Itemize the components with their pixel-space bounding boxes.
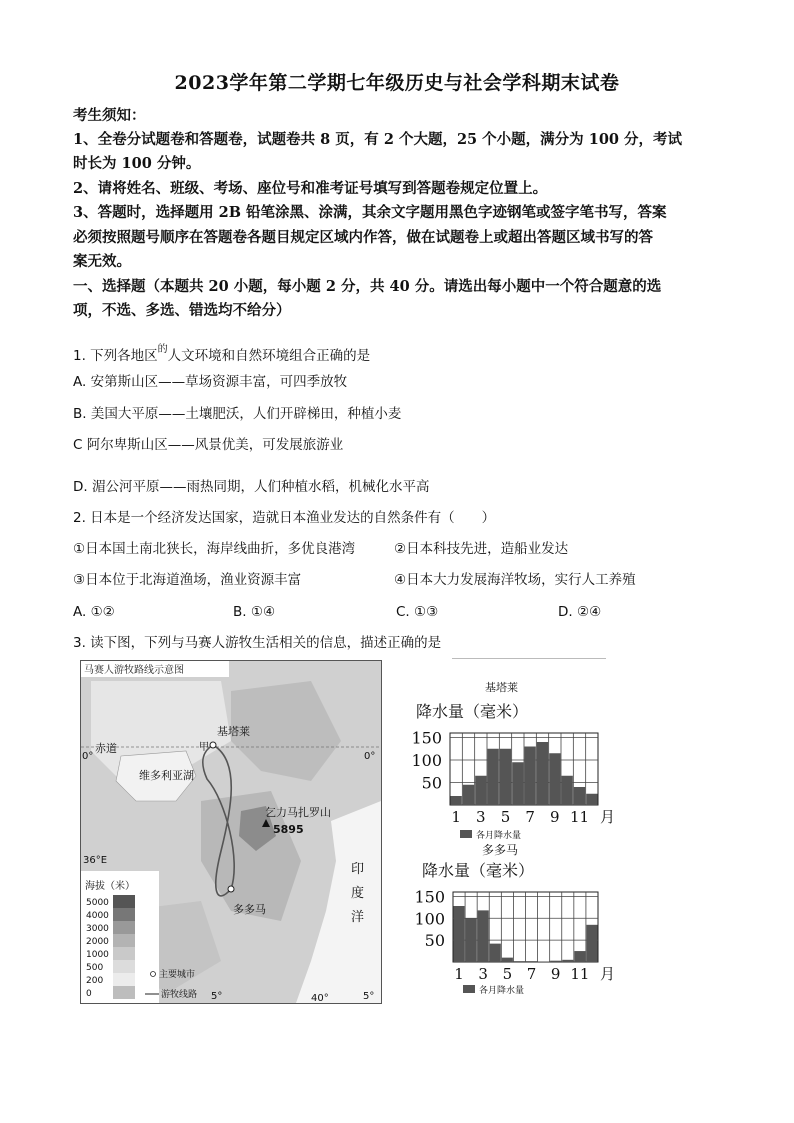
map-svg — [81, 661, 381, 1003]
notice-line: 时长为 100 分钟。 — [73, 155, 201, 172]
precip-bar-month-3 — [478, 910, 489, 962]
x-tick-label: 5 — [500, 808, 511, 826]
q1-stem-b: 人文环境和自然环境组合正确的是 — [167, 348, 371, 364]
y-tick-label: 50 — [424, 931, 445, 951]
x-tick-label: 9 — [550, 965, 561, 983]
label-kilimanjaro: 乞力马扎罗山 — [265, 806, 331, 819]
q2-choice-c: C. ①③ — [396, 604, 439, 620]
precip-bar-month-12 — [586, 925, 597, 962]
notice-line: 3、答题时，选择题用 2B 铅笔涂黑、涂满，其余文字题用黑色字迹钢笔或签字笔书写，答案 — [73, 204, 667, 221]
label-zero-right: 0° — [364, 751, 376, 762]
label-indian-ocean-3: 洋 — [351, 910, 365, 925]
q2-choice-d: D. ②④ — [558, 604, 602, 620]
precip-bar-month-5 — [500, 749, 511, 805]
notice-line: 2、请将姓名、班级、考场、座位号和准考证号填写到答题卷规定位置上。 — [73, 180, 548, 197]
legend-bar-icon — [460, 830, 472, 838]
kitale-chart-title: 基塔莱 — [485, 681, 518, 694]
precip-bar-month-7 — [526, 961, 537, 962]
legend-swatch-500 — [113, 960, 135, 973]
label-jia: 甲 — [199, 742, 209, 753]
section-heading: 项，不选、多选、错选均不给分） — [73, 302, 291, 319]
label-lon-40: 40° — [311, 993, 329, 1004]
label-indian-ocean-2: 度 — [351, 886, 365, 901]
kitale-climate-chart — [410, 675, 616, 845]
precip-bar-month-5 — [502, 958, 513, 962]
legend-level-2000: 2000 — [86, 937, 109, 947]
legend-level-0: 0 — [86, 989, 92, 999]
dodoma-chart-title: 多多马 — [482, 843, 519, 857]
legend-city-icon — [151, 972, 156, 977]
page-title: 2023学年第二学期七年级历史与社会学科期末试卷 — [174, 72, 620, 94]
precip-bar-month-7 — [525, 747, 536, 806]
masai-route-map — [80, 660, 382, 1004]
x-unit-label: 月 — [600, 808, 616, 826]
q2-choice-a: A. ①② — [73, 604, 115, 620]
legend-title: 海拔（米） — [85, 881, 135, 892]
dodoma-chart-svg — [410, 840, 616, 1005]
dodoma-city-marker — [228, 886, 234, 892]
y-tick-label: 100 — [414, 909, 445, 929]
label-lat-5-a: 5° — [211, 991, 223, 1002]
precip-bar-month-11 — [574, 787, 585, 805]
legend-route-label: 游牧线路 — [161, 990, 198, 1000]
label-peak-height: 5895 — [273, 823, 304, 836]
q2-item-1: ①日本国土南北狭长，海岸线曲折，多优良港湾 — [73, 541, 356, 557]
chart-top-rule — [452, 658, 606, 659]
q1-option-c: C 阿尔卑斯山区——风景优美，可发展旅游业 — [73, 437, 344, 453]
x-tick-label: 3 — [476, 808, 486, 826]
label-kitale: 基塔莱 — [217, 725, 250, 738]
legend-level-3000: 3000 — [86, 924, 109, 934]
kitale-chart-svg — [410, 675, 616, 845]
x-tick-label: 11 — [570, 965, 590, 983]
section-heading: 一、选择题（本题共 20 小题，每小题 2 分，共 40 分。请选出每小题中一个符合题意的选 — [73, 278, 662, 295]
legend-swatch-200 — [113, 973, 135, 986]
notice-heading: 考生须知： — [73, 107, 146, 124]
y-tick-label: 150 — [411, 728, 442, 748]
label-victoria: 维多利亚湖 — [139, 769, 194, 782]
question-1-stem — [73, 340, 370, 366]
precip-bar-month-1 — [451, 796, 462, 805]
legend-swatch-4000 — [113, 908, 135, 921]
q1-stem-a: 1. 下列各地区 — [73, 348, 158, 364]
legend-level-4000: 4000 — [86, 911, 109, 921]
x-unit-label: 月 — [600, 965, 616, 983]
q2-item-4: ④日本大力发展海洋牧场，实行人工养殖 — [394, 572, 636, 588]
label-equator: 赤道 — [95, 742, 117, 755]
legend-city-label: 主要城市 — [159, 970, 196, 980]
kitale-plot — [411, 729, 615, 842]
legend-label: 各月降水量 — [479, 986, 525, 996]
legend-level-500: 500 — [86, 963, 104, 973]
notice-line: 1、全卷分试题卷和答题卷，试题卷共 8 页，有 2 个大题，25 个小题，满分为 100 分，考试 — [73, 131, 683, 148]
legend-level-200: 200 — [86, 976, 104, 986]
y-tick-label: 100 — [411, 751, 442, 770]
precip-bar-month-6 — [514, 961, 525, 962]
map-title: 马赛人游牧路线示意图 — [84, 665, 184, 676]
precip-bar-month-4 — [490, 944, 501, 962]
x-tick-label: 9 — [550, 808, 560, 826]
x-tick-label: 1 — [451, 808, 461, 826]
precip-bar-month-3 — [475, 776, 486, 805]
precip-bar-month-10 — [562, 776, 573, 805]
legend-bar-icon — [463, 985, 475, 993]
y-tick-label: 150 — [414, 887, 445, 907]
label-indian-ocean-1: 印 — [351, 862, 365, 877]
question-2-stem: 2. 日本是一个经济发达国家，造就日本渔业发达的自然条件有（ ） — [73, 510, 496, 526]
legend-swatch-1000 — [113, 947, 135, 960]
precip-bar-month-6 — [512, 762, 523, 805]
legend-swatch-2000 — [113, 934, 135, 947]
precip-bar-month-12 — [586, 794, 597, 805]
dodoma-plot — [414, 887, 615, 996]
q1-option-a: A. 安第斯山区——草场资源丰富，可四季放牧 — [73, 374, 348, 390]
precip-bar-month-8 — [537, 742, 548, 805]
precip-bar-month-11 — [574, 951, 585, 962]
precip-bar-month-2 — [466, 918, 477, 962]
x-tick-label: 7 — [526, 965, 537, 983]
kitale-ylabel: 降水量（毫米） — [416, 702, 529, 721]
label-lat-5-b: 5° — [363, 991, 375, 1002]
x-tick-label: 11 — [569, 808, 590, 826]
label-zero-left: 0° — [82, 751, 94, 762]
x-tick-label: 1 — [454, 965, 464, 983]
q2-item-3: ③日本位于北海道渔场，渔业资源丰富 — [73, 572, 302, 588]
precip-bar-month-1 — [454, 906, 465, 962]
precip-bar-month-9 — [550, 961, 561, 962]
legend-level-5000: 5000 — [86, 898, 109, 908]
label-dodoma: 多多马 — [233, 903, 266, 916]
legend-level-1000: 1000 — [86, 950, 109, 960]
notice-line: 必须按照题号顺序在答题卷各题目规定区域内作答，做在试题卷上或超出答题区域书写的答 — [73, 229, 653, 246]
notice-line: 案无效。 — [73, 253, 131, 270]
label-lon-36: 36°E — [83, 855, 108, 866]
precip-bar-month-4 — [488, 749, 499, 805]
y-tick-label: 50 — [421, 773, 442, 793]
kitale-city-marker — [210, 742, 216, 748]
q1-stem-mark: 的 — [157, 344, 168, 355]
question-3-stem: 3. 读下图，下列与马赛人游牧生活相关的信息，描述正确的是 — [73, 635, 442, 651]
q2-choice-b: B. ①④ — [233, 604, 276, 620]
legend-swatch-0 — [113, 986, 135, 999]
q1-option-b: B. 美国大平原——土壤肥沃，人们开辟梯田，种植小麦 — [73, 406, 402, 422]
dodoma-climate-chart — [410, 840, 616, 1005]
x-tick-label: 3 — [478, 965, 488, 983]
precip-bar-month-9 — [549, 753, 560, 805]
x-tick-label: 7 — [525, 808, 535, 826]
dodoma-ylabel: 降水量（毫米） — [422, 861, 535, 880]
precip-bar-month-2 — [463, 785, 474, 805]
legend-swatch-3000 — [113, 921, 135, 934]
legend-label: 各月降水量 — [476, 831, 522, 841]
q2-item-2: ②日本科技先进，造船业发达 — [394, 541, 569, 557]
x-tick-label: 5 — [502, 965, 513, 983]
q1-option-d: D. 湄公河平原——雨热同期，人们种植水稻，机械化水平高 — [73, 479, 430, 495]
precip-bar-month-10 — [562, 960, 573, 962]
legend-swatch-5000 — [113, 895, 135, 908]
